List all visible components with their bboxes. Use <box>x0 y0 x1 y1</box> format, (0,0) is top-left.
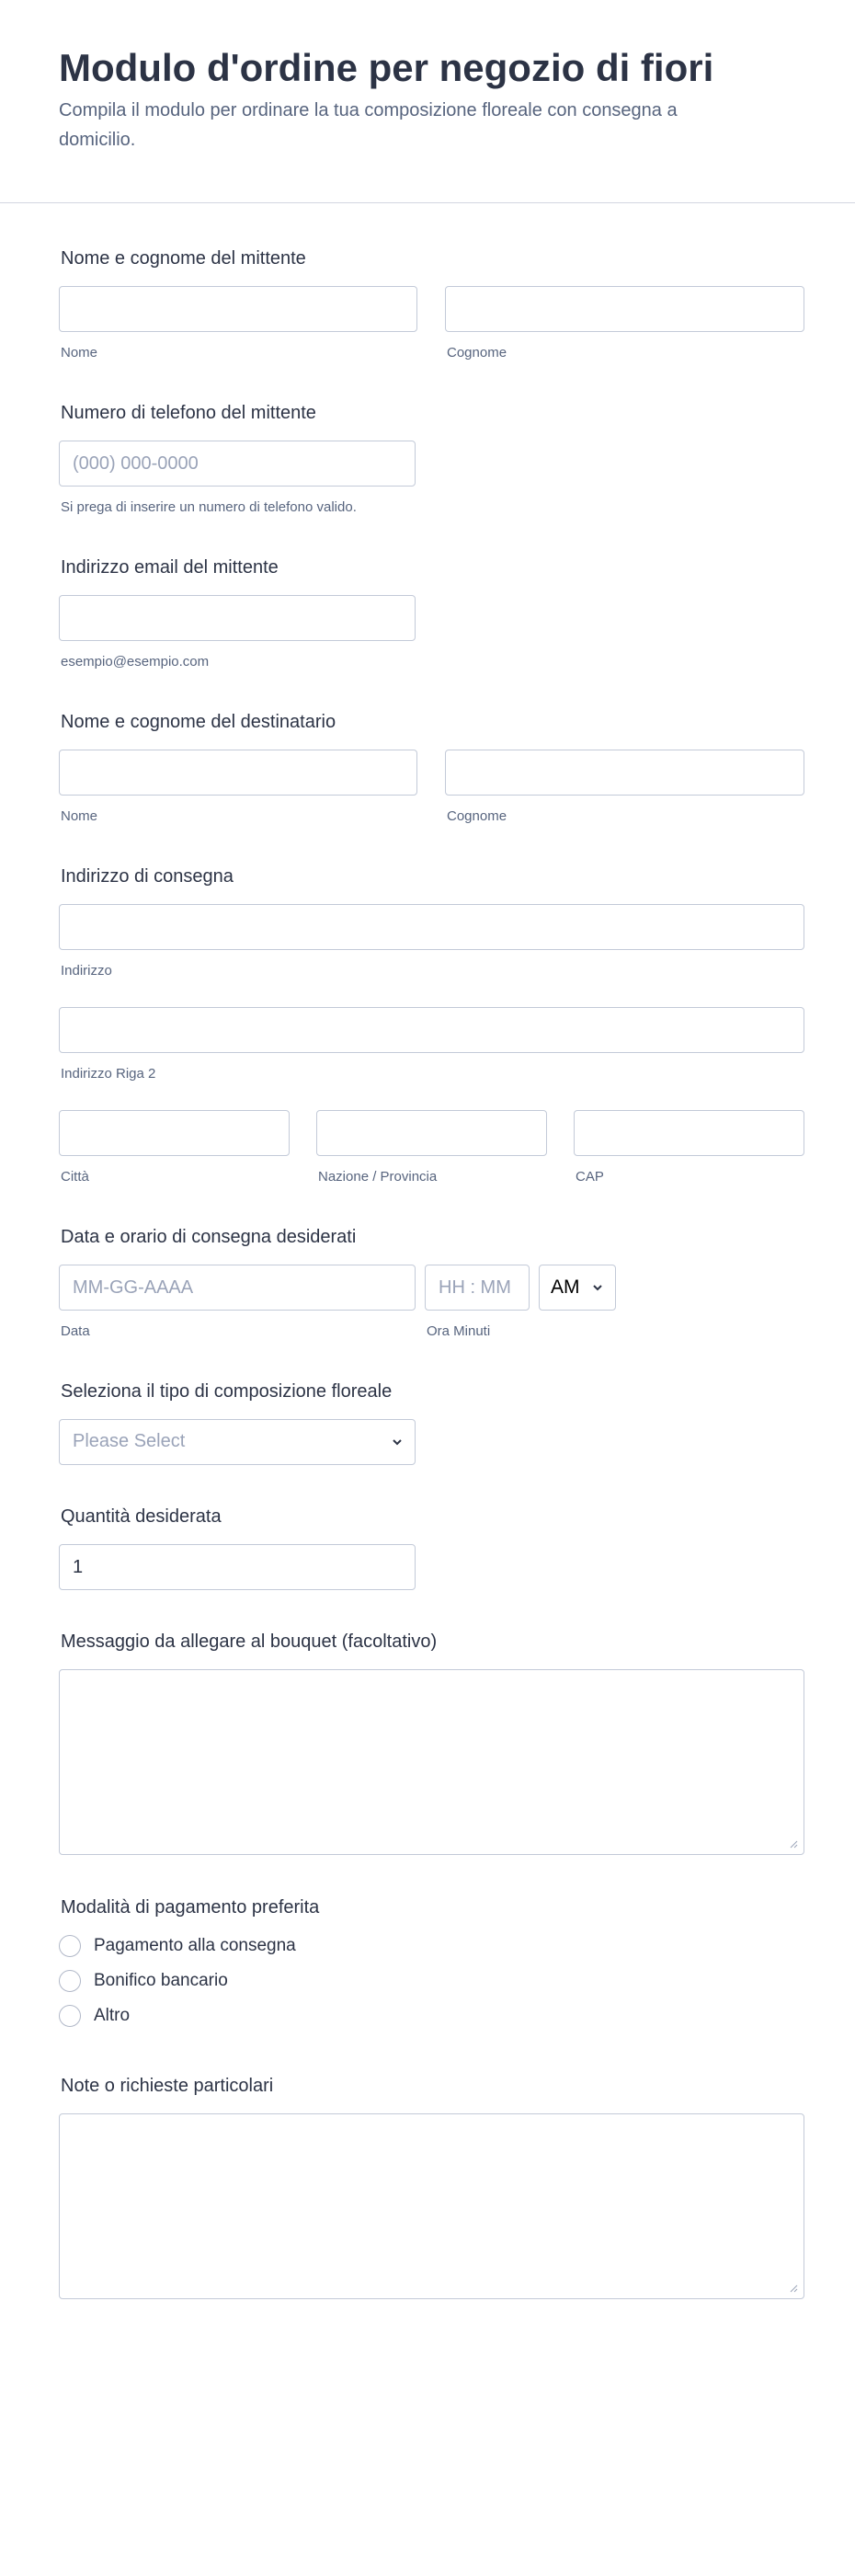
arrangement-selected: Please Select <box>73 1431 186 1451</box>
sender-email-input[interactable] <box>59 595 416 641</box>
resize-handle-icon[interactable] <box>789 1839 798 1849</box>
address-line1-sublabel: Indirizzo <box>61 963 112 979</box>
sender-email-label: Indirizzo email del mittente <box>61 557 279 578</box>
recipient-name-label: Nome e cognome del destinatario <box>61 712 336 732</box>
recipient-last-name-sublabel: Cognome <box>447 808 507 824</box>
recipient-last-name-input[interactable] <box>445 750 804 796</box>
sender-name-label: Nome e cognome del mittente <box>61 248 306 269</box>
zip-sublabel: CAP <box>576 1169 604 1185</box>
sender-phone-input[interactable] <box>59 441 416 487</box>
radio-button[interactable] <box>59 2005 81 2027</box>
notes-textarea[interactable] <box>59 2113 804 2299</box>
sender-phone-sublabel: Si prega di inserire un numero di telefono valido. <box>61 499 357 515</box>
address-line2-sublabel: Indirizzo Riga 2 <box>61 1066 156 1082</box>
sender-first-name-sublabel: Nome <box>61 345 98 361</box>
sender-last-name-input[interactable] <box>445 286 804 332</box>
notes-label: Note o richieste particolari <box>61 2076 274 2096</box>
time-input[interactable] <box>425 1265 530 1311</box>
payment-option[interactable] <box>59 2003 130 2029</box>
chevron-down-icon <box>391 1436 404 1448</box>
recipient-first-name-sublabel: Nome <box>61 808 98 824</box>
recipient-first-name-input[interactable] <box>59 750 417 796</box>
payment-option-label: Altro <box>94 2006 131 2025</box>
date-input[interactable] <box>59 1265 416 1311</box>
arrangement-select[interactable] <box>59 1419 416 1465</box>
zip-input[interactable] <box>574 1110 804 1156</box>
message-textarea[interactable] <box>59 1669 804 1855</box>
arrangement-label: Seleziona il tipo di composizione floreale <box>61 1381 393 1402</box>
address-line1-input[interactable] <box>59 904 804 950</box>
radio-button[interactable] <box>59 1935 81 1957</box>
chevron-down-icon <box>591 1281 604 1294</box>
form-header <box>0 0 855 203</box>
province-sublabel: Nazione / Provincia <box>318 1169 438 1185</box>
payment-label: Modalità di pagamento preferita <box>61 1897 320 1918</box>
ampm-select[interactable] <box>539 1265 616 1311</box>
address-label: Indirizzo di consegna <box>61 866 234 887</box>
radio-button[interactable] <box>59 1970 81 1992</box>
date-field[interactable] <box>59 1265 416 1311</box>
payment-option[interactable] <box>59 1968 228 1994</box>
payment-option-label: Pagamento alla consegna <box>94 1936 296 1955</box>
province-input[interactable] <box>316 1110 547 1156</box>
sender-first-name-input[interactable] <box>59 286 417 332</box>
city-input[interactable] <box>59 1110 290 1156</box>
city-sublabel: Città <box>61 1169 89 1185</box>
sender-email-sublabel: esempio@esempio.com <box>61 654 210 670</box>
payment-option-label: Bonifico bancario <box>94 1971 228 1990</box>
page-subtitle: Compila il modulo per ordinare la tua composizione floreale con consegna a domicilio. <box>59 100 678 150</box>
date-sublabel: Data <box>61 1323 90 1339</box>
quantity-label: Quantità desiderata <box>61 1506 222 1527</box>
sender-last-name-sublabel: Cognome <box>447 345 507 361</box>
time-sublabel: Ora Minuti <box>427 1323 491 1339</box>
payment-option[interactable] <box>59 1933 296 1959</box>
sender-phone-label: Numero di telefono del mittente <box>61 403 316 423</box>
resize-handle-icon[interactable] <box>789 2284 798 2293</box>
quantity-input[interactable] <box>59 1544 416 1590</box>
page-title: Modulo d'ordine per negozio di fiori <box>59 46 714 89</box>
message-label: Messaggio da allegare al bouquet (facoltativo) <box>61 1631 438 1652</box>
ampm-value: AM <box>551 1277 580 1298</box>
delivery-label: Data e orario di consegna desiderati <box>61 1227 357 1247</box>
address-line2-input[interactable] <box>59 1007 804 1053</box>
